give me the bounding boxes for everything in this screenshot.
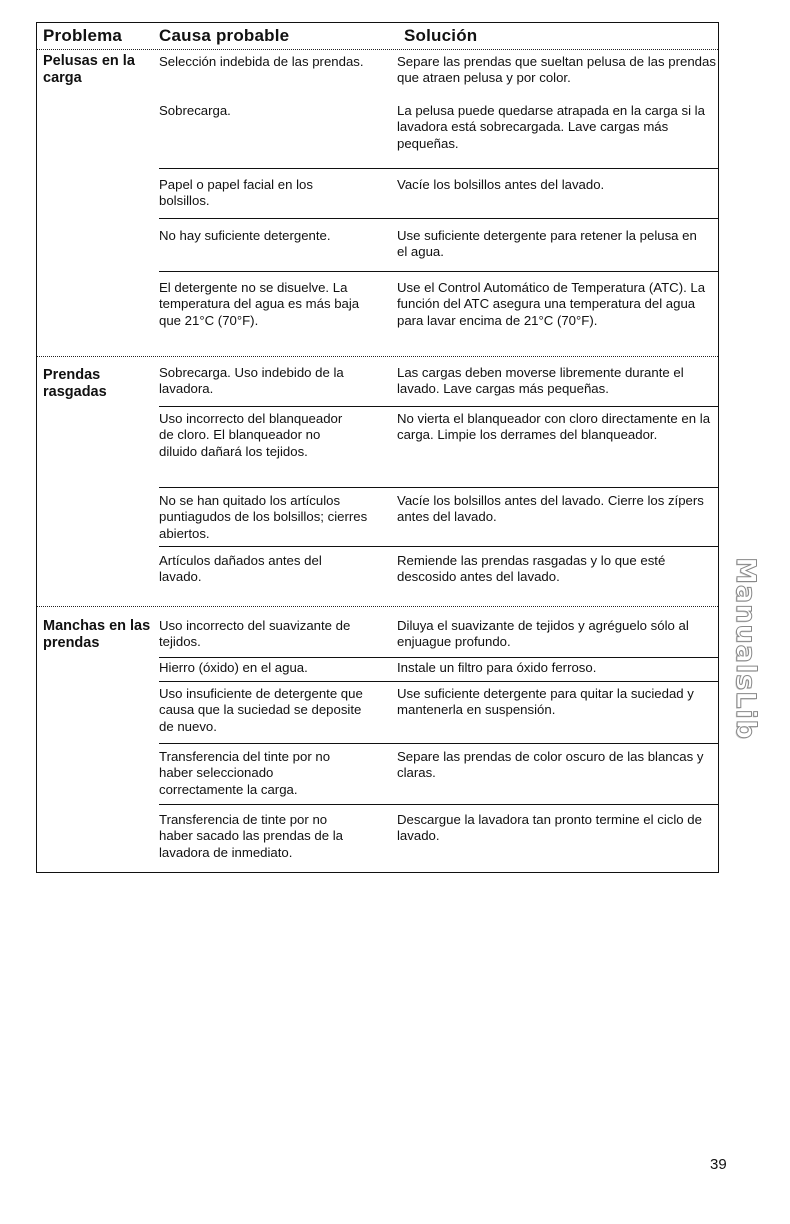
- row-divider: [159, 218, 718, 219]
- solution-cell: Descargue la lavadora tan pronto termine el ciclo de lavado.: [397, 812, 702, 844]
- solution-cell: Diluya el suavizante de tejidos y agréguelo sólo al enjuague profundo.: [397, 618, 689, 650]
- problem-label: Prendas rasgadas: [43, 367, 107, 400]
- solution-cell: Use el Control Automático de Temperatura (ATC). La función del ATC asegura una temperatura del agua para lavar encima de 21°C (70°F).: [397, 280, 706, 328]
- cause-cell: Transferencia de tinte por no haber sacado las prendas de la lavadora de inmediato.: [159, 812, 344, 860]
- section-divider: [37, 606, 718, 607]
- problem-label: Pelusas en la carga: [43, 53, 135, 86]
- cause-cell: Papel o papel facial en los bolsillos.: [159, 177, 313, 209]
- solution-cell: Separe las prendas de color oscuro de las blancas y claras.: [397, 749, 704, 781]
- cause-cell: Sobrecarga. Uso indebido de la lavadora.: [159, 365, 344, 397]
- row-divider: [159, 657, 718, 658]
- troubleshooting-table: [36, 22, 719, 873]
- solution-cell: Separe las prendas que sueltan pelusa de las prendas que atraen pelusa y por color.: [397, 54, 716, 86]
- solution-cell: La pelusa puede quedarse atrapada en la carga si la lavadora está sobrecargada. Lave cargas más pequeñas.: [397, 103, 705, 151]
- solution-cell: No vierta el blanqueador con cloro directamente en la carga. Limpie los derrames del blanqueador.: [397, 411, 711, 443]
- solution-cell: Las cargas deben moverse libremente durante el lavado. Lave cargas más pequeñas.: [397, 365, 684, 397]
- cause-cell: No se han quitado los artículos puntiagudos de los bolsillos; cierres abiertos.: [159, 493, 368, 541]
- problem-label: Manchas en las prendas: [43, 618, 151, 651]
- cause-cell: Uso insuficiente de detergente que causa que la suciedad se deposite de nuevo.: [159, 686, 363, 734]
- row-divider: [159, 743, 718, 744]
- row-divider: [159, 168, 718, 169]
- header-cause: Causa probable: [159, 26, 290, 45]
- solution-cell: Vacíe los bolsillos antes del lavado. Cierre los zípers antes del lavado.: [397, 493, 704, 525]
- cause-cell: Transferencia del tinte por no haber seleccionado correctamente la carga.: [159, 749, 331, 797]
- solution-cell: Use suficiente detergente para quitar la suciedad y mantenerla en suspensión.: [397, 686, 694, 718]
- cause-cell: Uso incorrecto del suavizante de tejidos.: [159, 618, 351, 650]
- row-divider: [159, 271, 718, 272]
- row-divider: [159, 681, 718, 682]
- row-divider: [159, 546, 718, 547]
- cause-cell: El detergente no se disuelve. La temperatura del agua es más baja que 21°C (70°F).: [159, 280, 360, 328]
- header-divider: [37, 49, 718, 50]
- solution-cell: Remiende las prendas rasgadas y lo que esté descosido antes del lavado.: [397, 553, 666, 585]
- manualslib-watermark: [728, 548, 762, 748]
- row-divider: [159, 406, 718, 407]
- cause-cell: No hay suficiente detergente.: [159, 228, 331, 243]
- page-number: 39: [710, 1156, 727, 1173]
- section-divider: [37, 356, 718, 357]
- cause-cell: Artículos dañados antes del lavado.: [159, 553, 322, 585]
- cause-cell: Sobrecarga.: [159, 103, 231, 118]
- cause-cell: Hierro (óxido) en el agua.: [159, 660, 308, 675]
- watermark-text: ManualsLib: [729, 556, 761, 740]
- row-divider: [159, 487, 718, 488]
- header-solution: Solución: [404, 26, 478, 45]
- row-divider: [159, 804, 718, 805]
- cause-cell: Selección indebida de las prendas.: [159, 54, 364, 69]
- header-problem: Problema: [43, 26, 123, 45]
- cause-cell: Uso incorrecto del blanqueador de cloro. El blanqueador no diluido dañará los tejidos.: [159, 411, 343, 459]
- solution-cell: Use suficiente detergente para retener la pelusa en el agua.: [397, 228, 697, 260]
- solution-cell: Instale un filtro para óxido ferroso.: [397, 660, 597, 675]
- solution-cell: Vacíe los bolsillos antes del lavado.: [397, 177, 605, 192]
